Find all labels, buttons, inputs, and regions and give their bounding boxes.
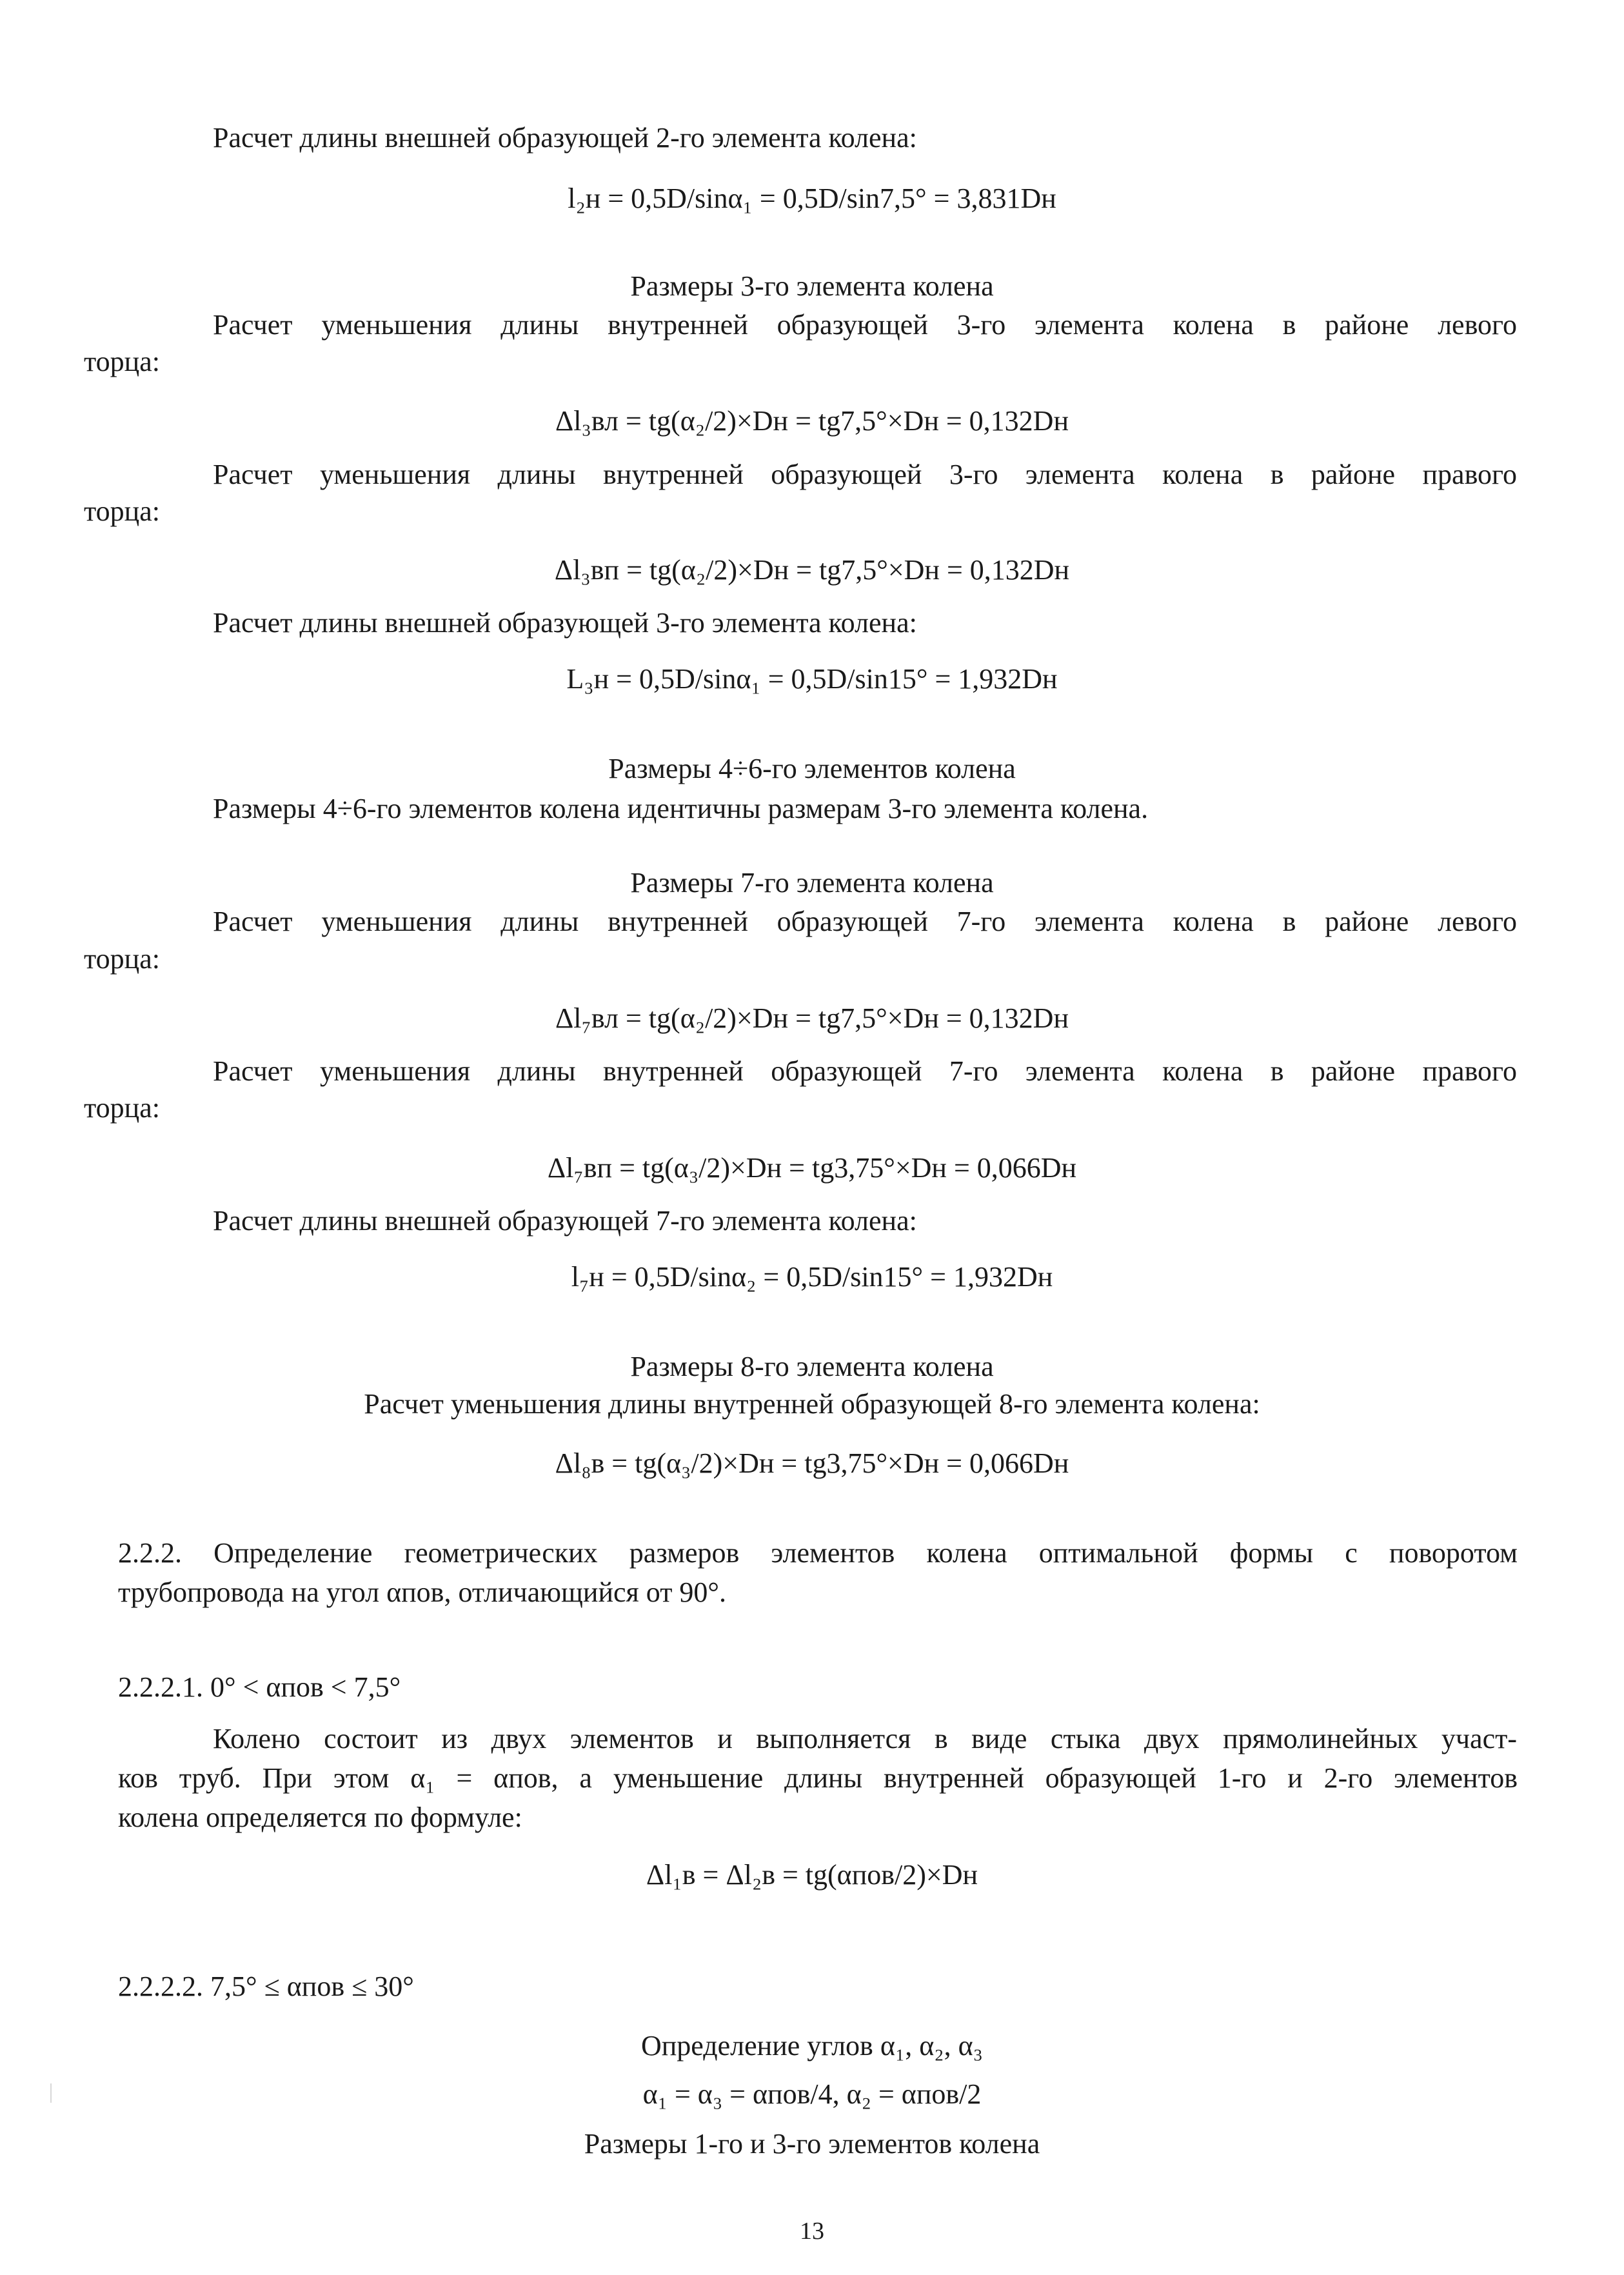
section-heading: Размеры 1-го и 3-го элементов колена: [584, 2128, 1040, 2160]
text-line: Расчет длины внешней образующей 2-го элемента колена:: [213, 122, 917, 154]
text-line: торца:: [84, 1092, 160, 1124]
text-line: Расчет длины внешней образующей 7-го элемента колена:: [213, 1205, 917, 1237]
formula: Δl₇вп = tg(α₃/2)×Dн = tg3,75°×Dн = 0,066Dн: [547, 1152, 1077, 1184]
margin-mark: [50, 2083, 52, 2103]
text-line: торца:: [84, 495, 160, 527]
text-line: Расчет уменьшения длины внутренней образующей 8-го элемента колена:: [364, 1388, 1260, 1420]
formula: L₃н = 0,5D/sinα₁ = 0,5D/sin15° = 1,932Dн: [566, 663, 1058, 695]
text-line: Расчет длины внешней образующей 3-го элемента колена:: [213, 607, 917, 639]
formula: Δl₃вп = tg(α₂/2)×Dн = tg7,5°×Dн = 0,132Dн: [554, 554, 1070, 586]
text-line: 2.2.2. Определение геометрических размеров элементов колена оптимальной формы с поворотом: [118, 1537, 1518, 1569]
formula: Δl₇вл = tg(α₂/2)×Dн = tg7,5°×Dн = 0,132Dн: [555, 1002, 1069, 1034]
section-heading: Размеры 8-го элемента колена: [630, 1351, 994, 1382]
formula: l₇н = 0,5D/sinα₂ = 0,5D/sin15° = 1,932Dн: [571, 1261, 1053, 1293]
formula: l₂н = 0,5D/sinα₁ = 0,5D/sin7,5° = 3,831Dн: [568, 183, 1056, 214]
section-heading: Размеры 3-го элемента колена: [630, 270, 994, 302]
text-line: торца:: [84, 346, 160, 377]
formula: Δl₈в = tg(α₃/2)×Dн = tg3,75°×Dн = 0,066Dн: [555, 1447, 1069, 1479]
text-line: Размеры 4÷6-го элементов колена идентичны размерам 3-го элемента колена.: [213, 793, 1149, 824]
text-line: трубопровода на угол αпов, отличающийся от 90°.: [118, 1576, 727, 1608]
text-line: Расчет уменьшения длины внутренней образующей 3-го элемента колена в районе левого: [213, 309, 1517, 341]
section-heading: Размеры 7-го элемента колена: [630, 867, 994, 899]
text-line: колена определяется по формуле:: [118, 1802, 522, 1833]
text-line: ков труб. При этом α₁ = αпов, а уменьшение длины внутренней образующей 1-го и 2-го элементов: [118, 1762, 1518, 1794]
subsection-heading: 2.2.2.1. 0° < αпов < 7,5°: [118, 1671, 401, 1703]
section-heading: Определение углов α₁, α₂, α₃: [640, 2030, 984, 2061]
text-line: Расчет уменьшения длины внутренней образующей 7-го элемента колена в районе левого: [213, 906, 1517, 937]
formula: α₁ = α₃ = αпов/4, α₂ = αпов/2: [642, 2078, 982, 2110]
subsection-heading: 2.2.2.2. 7,5° ≤ αпов ≤ 30°: [118, 1971, 414, 2002]
page-number: 13: [800, 2218, 824, 2245]
formula: Δl₃вл = tg(α₂/2)×Dн = tg7,5°×Dн = 0,132Dн: [555, 405, 1069, 437]
text-line: Расчет уменьшения длины внутренней образующей 3-го элемента колена в районе правого: [213, 459, 1517, 490]
text-line: Колено состоит из двух элементов и выполняется в виде стыка двух прямолинейных участ-: [213, 1723, 1517, 1754]
section-heading: Размеры 4÷6-го элементов колена: [608, 753, 1016, 784]
text-line: Расчет уменьшения длины внутренней образующей 7-го элемента колена в районе правого: [213, 1055, 1517, 1087]
formula: Δl₁в = Δl₂в = tg(αпов/2)×Dн: [646, 1859, 978, 1891]
text-line: торца:: [84, 943, 160, 975]
